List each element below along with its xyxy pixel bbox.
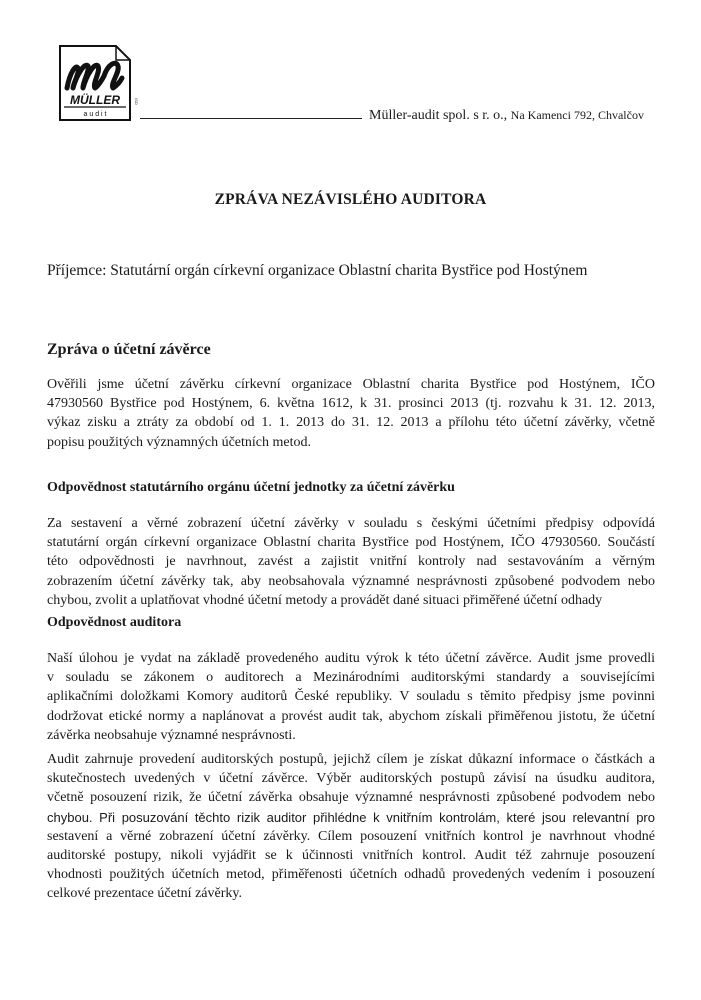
paragraph-audit-procedures (47, 750, 655, 904)
paragraph-opinion-scope (47, 375, 655, 452)
paragraph-line: chybou. Při posuzování těchto rizik auditor přihlédne k vnitřním kontrolám, které jsou relevantní pro (47, 809, 655, 825)
paragraph-line: auditorské postupy, nikoli vyjádřit se k účinnosti vnitřních kontrol. Audit též zahrnuje posouzení (47, 848, 655, 864)
company-name: Müller-audit spol. s r. o., (369, 108, 508, 123)
paragraph-line: Naší úlohou je vydat na základě provedeného auditu výrok k této účetní závěrce. Audit jsme provedli (47, 651, 655, 666)
paragraph-line: v souladu se zákonem o auditorech a Mezinárodními auditorskými standardy a souvisejícími (47, 670, 655, 686)
paragraph-line: Za sestavení a věrné zobrazení účetní závěrky v souladu s českými účetními předpisy odpovídá (47, 516, 655, 531)
paragraph-line: skutečnostech uvedených v účetní závěrce. Výběr auditorských postupů závisí na úsudku auditora, (47, 771, 655, 787)
header-company (369, 108, 644, 124)
svg-text:MÜLLER: MÜLLER (70, 93, 120, 107)
svg-text:a u d i t: a u d i t (83, 111, 107, 118)
company-address: Na Kamenci 792, Chvalčov (510, 108, 644, 122)
paragraph-line: celkové prezentace účetní závěrky. (47, 886, 242, 902)
paragraph-line: Audit zahrnuje provedení auditorských postupů, jejichž cílem je získat důkazní informace o částkách a (47, 752, 655, 767)
heading-auditor-responsibility: Odpovědnost auditora (47, 615, 182, 630)
paragraph-line: aplikačními doložkami Komory auditorů České republiky. V souladu s těmito předpisy jsme povinni (47, 689, 655, 705)
paragraph-line: výkaz zisku a ztráty za období od 1. 1. 2013 do 31. 12. 2013 a přílohu této účetní závěrky, včetně (47, 415, 655, 431)
muller-audit-logo (58, 44, 132, 122)
paragraph-line: zobrazením účetní závěrky tak, aby neobsahovala významné nesprávnosti způsobené podvodem nebo (47, 573, 655, 589)
paragraph-line: Ověřili jsme účetní závěrku církevní organizace Oblastní charita Bystřice pod Hostýnem, IČO (47, 377, 655, 392)
header-rule (140, 118, 362, 119)
document-title: ZPRÁVA NEZÁVISLÉHO AUDITORA (214, 191, 487, 208)
recipient-line: Příjemce: Statutární orgán církevní organizace Oblastní charita Bystřice pod Hostýnem (47, 262, 588, 279)
paragraph-line: 47930560 Bystřice pod Hostýnem, 6. května 1612, k 31. prosinci 2013 (tj. rozvahu k 31. 12. 2013, (47, 396, 655, 412)
paragraph-line: popisu použitých významných účetních metod. (47, 434, 311, 450)
paragraph-line: závěrka neobsahuje významné nesprávnosti. (47, 727, 296, 743)
paragraph-line: včetně posouzení rizik, že účetní závěrka obsahuje významné nesprávnosti způsobené podvodem nebo (47, 790, 655, 806)
paragraph-auditor-responsibility (47, 649, 655, 745)
paragraph-line: statutární orgán církevní organizace Oblastní charita Bystřice pod Hostýnem, IČO 47930560. Součástí (47, 535, 655, 551)
paragraph-line: této odpovědnosti je navrhnout, zavést a zajistit vnitřní kontroly nad sestavováním a věrným (47, 554, 655, 570)
paragraph-line: chybou, zvolit a uplatňovat vhodné účetní metody a provádět dané situaci přiměřené účetní odhady (47, 592, 603, 608)
heading-statutory-responsibility: Odpovědnost statutárního orgánu účetní jednotky za účetní závěrku (47, 480, 455, 495)
section-heading-financial-statements: Zpráva o účetní závěrce (47, 341, 211, 358)
logo-side-mark: ISO (134, 98, 139, 105)
paragraph-line: sestavení a věrné zobrazení účetní závěrky. Cílem posouzení vnitřních kontrol je navrhnout vhodné (47, 828, 655, 844)
paragraph-statutory-responsibility (47, 514, 655, 610)
paragraph-line: vhodnosti použitých účetních metod, přiměřenosti účetních odhadů provedených vedením i posouzení (47, 867, 655, 883)
paragraph-line: dodržovat etické normy a naplánovat a provést audit tak, abychom získali přiměřenou jistotu, že účetní (47, 708, 655, 724)
